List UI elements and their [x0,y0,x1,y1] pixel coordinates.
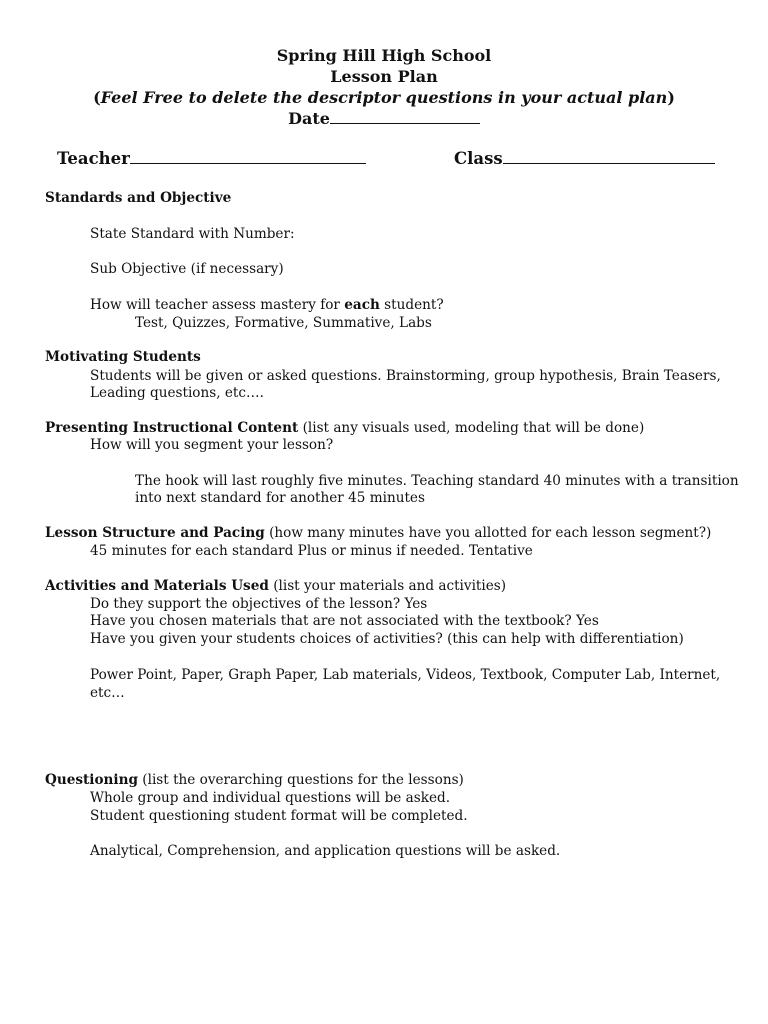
materials-line-1: Power Point, Paper, Graph Paper, Lab materials, Videos, Textbook, Computer Lab, Internet, [90,667,721,683]
teacher-blank [130,161,366,164]
questioning-line-3: Analytical, Comprehension, and application questions will be asked. [90,843,561,859]
sub-objective-text: Sub Objective (if necessary) [90,261,284,277]
assess-question-end: student? [379,297,444,313]
note-close-paren: ) [667,88,675,107]
questioning-line-2: Student questioning student format will be completed. [90,808,468,824]
teacher-line [57,150,366,167]
presenting-question: How will you segment your lesson? [90,437,334,453]
class-label: Class [454,149,503,168]
date-label: Date [288,109,330,128]
presenting-answer-2: into next standard for another 45 minutes [135,490,425,506]
activities-descriptor: (list your materials and activities) [268,578,507,594]
descriptor-note [0,88,768,108]
presenting-heading: Presenting Instructional Content [45,420,299,436]
document-title: Lesson Plan [330,67,438,86]
note-open-paren: ( [93,88,101,107]
date-blank [330,121,480,124]
questioning-line-1: Whole group and individual questions will be asked. [90,790,451,806]
activities-heading: Activities and Materials Used [45,578,269,594]
assess-answer: Test, Quizzes, Formative, Summative, Labs [135,315,432,331]
presenting-heading-line [45,420,644,437]
standards-heading: Standards and Objective [45,190,232,206]
state-standard-text: State Standard with Number: [90,226,295,242]
class-line [454,150,715,167]
presenting-answer-1: The hook will last roughly five minutes. Teaching standard 40 minutes with a transition [135,473,739,489]
structure-heading: Lesson Structure and Pacing [45,525,265,541]
structure-heading-line [45,525,711,542]
structure-answer: 45 minutes for each standard Plus or minus if needed. Tentative [90,543,533,559]
date-line [0,109,768,129]
assess-question [90,297,444,314]
motivating-heading: Motivating Students [45,349,201,365]
motivating-line-2: Leading questions, etc…. [90,385,264,401]
questioning-heading: Questioning [45,772,138,788]
activities-question-2: Have you chosen materials that are not associated with the textbook? Yes [90,613,599,629]
motivating-line-1: Students will be given or asked questions. Brainstorming, group hypothesis, Brain Teasers, [90,368,721,384]
school-name: Spring Hill High School [276,46,492,65]
presenting-descriptor: (list any visuals used, modeling that will be done) [298,420,645,436]
activities-heading-line [45,578,506,595]
class-blank [503,161,715,164]
questioning-descriptor: (list the overarching questions for the lessons) [137,772,464,788]
note-text: Feel Free to delete the descriptor questions in your actual plan [100,88,668,107]
structure-descriptor: (how many minutes have you allotted for each lesson segment?) [264,525,712,541]
assess-question-start: How will teacher assess mastery for [90,297,345,313]
teacher-label: Teacher [57,149,130,168]
activities-question-3: Have you given your students choices of activities? (this can help with differentiation) [90,631,684,647]
activities-question-1: Do they support the objectives of the lesson? Yes [90,596,428,612]
assess-question-emphasis: each [344,297,380,313]
materials-line-2: etc… [90,685,125,701]
questioning-heading-line [45,772,464,789]
